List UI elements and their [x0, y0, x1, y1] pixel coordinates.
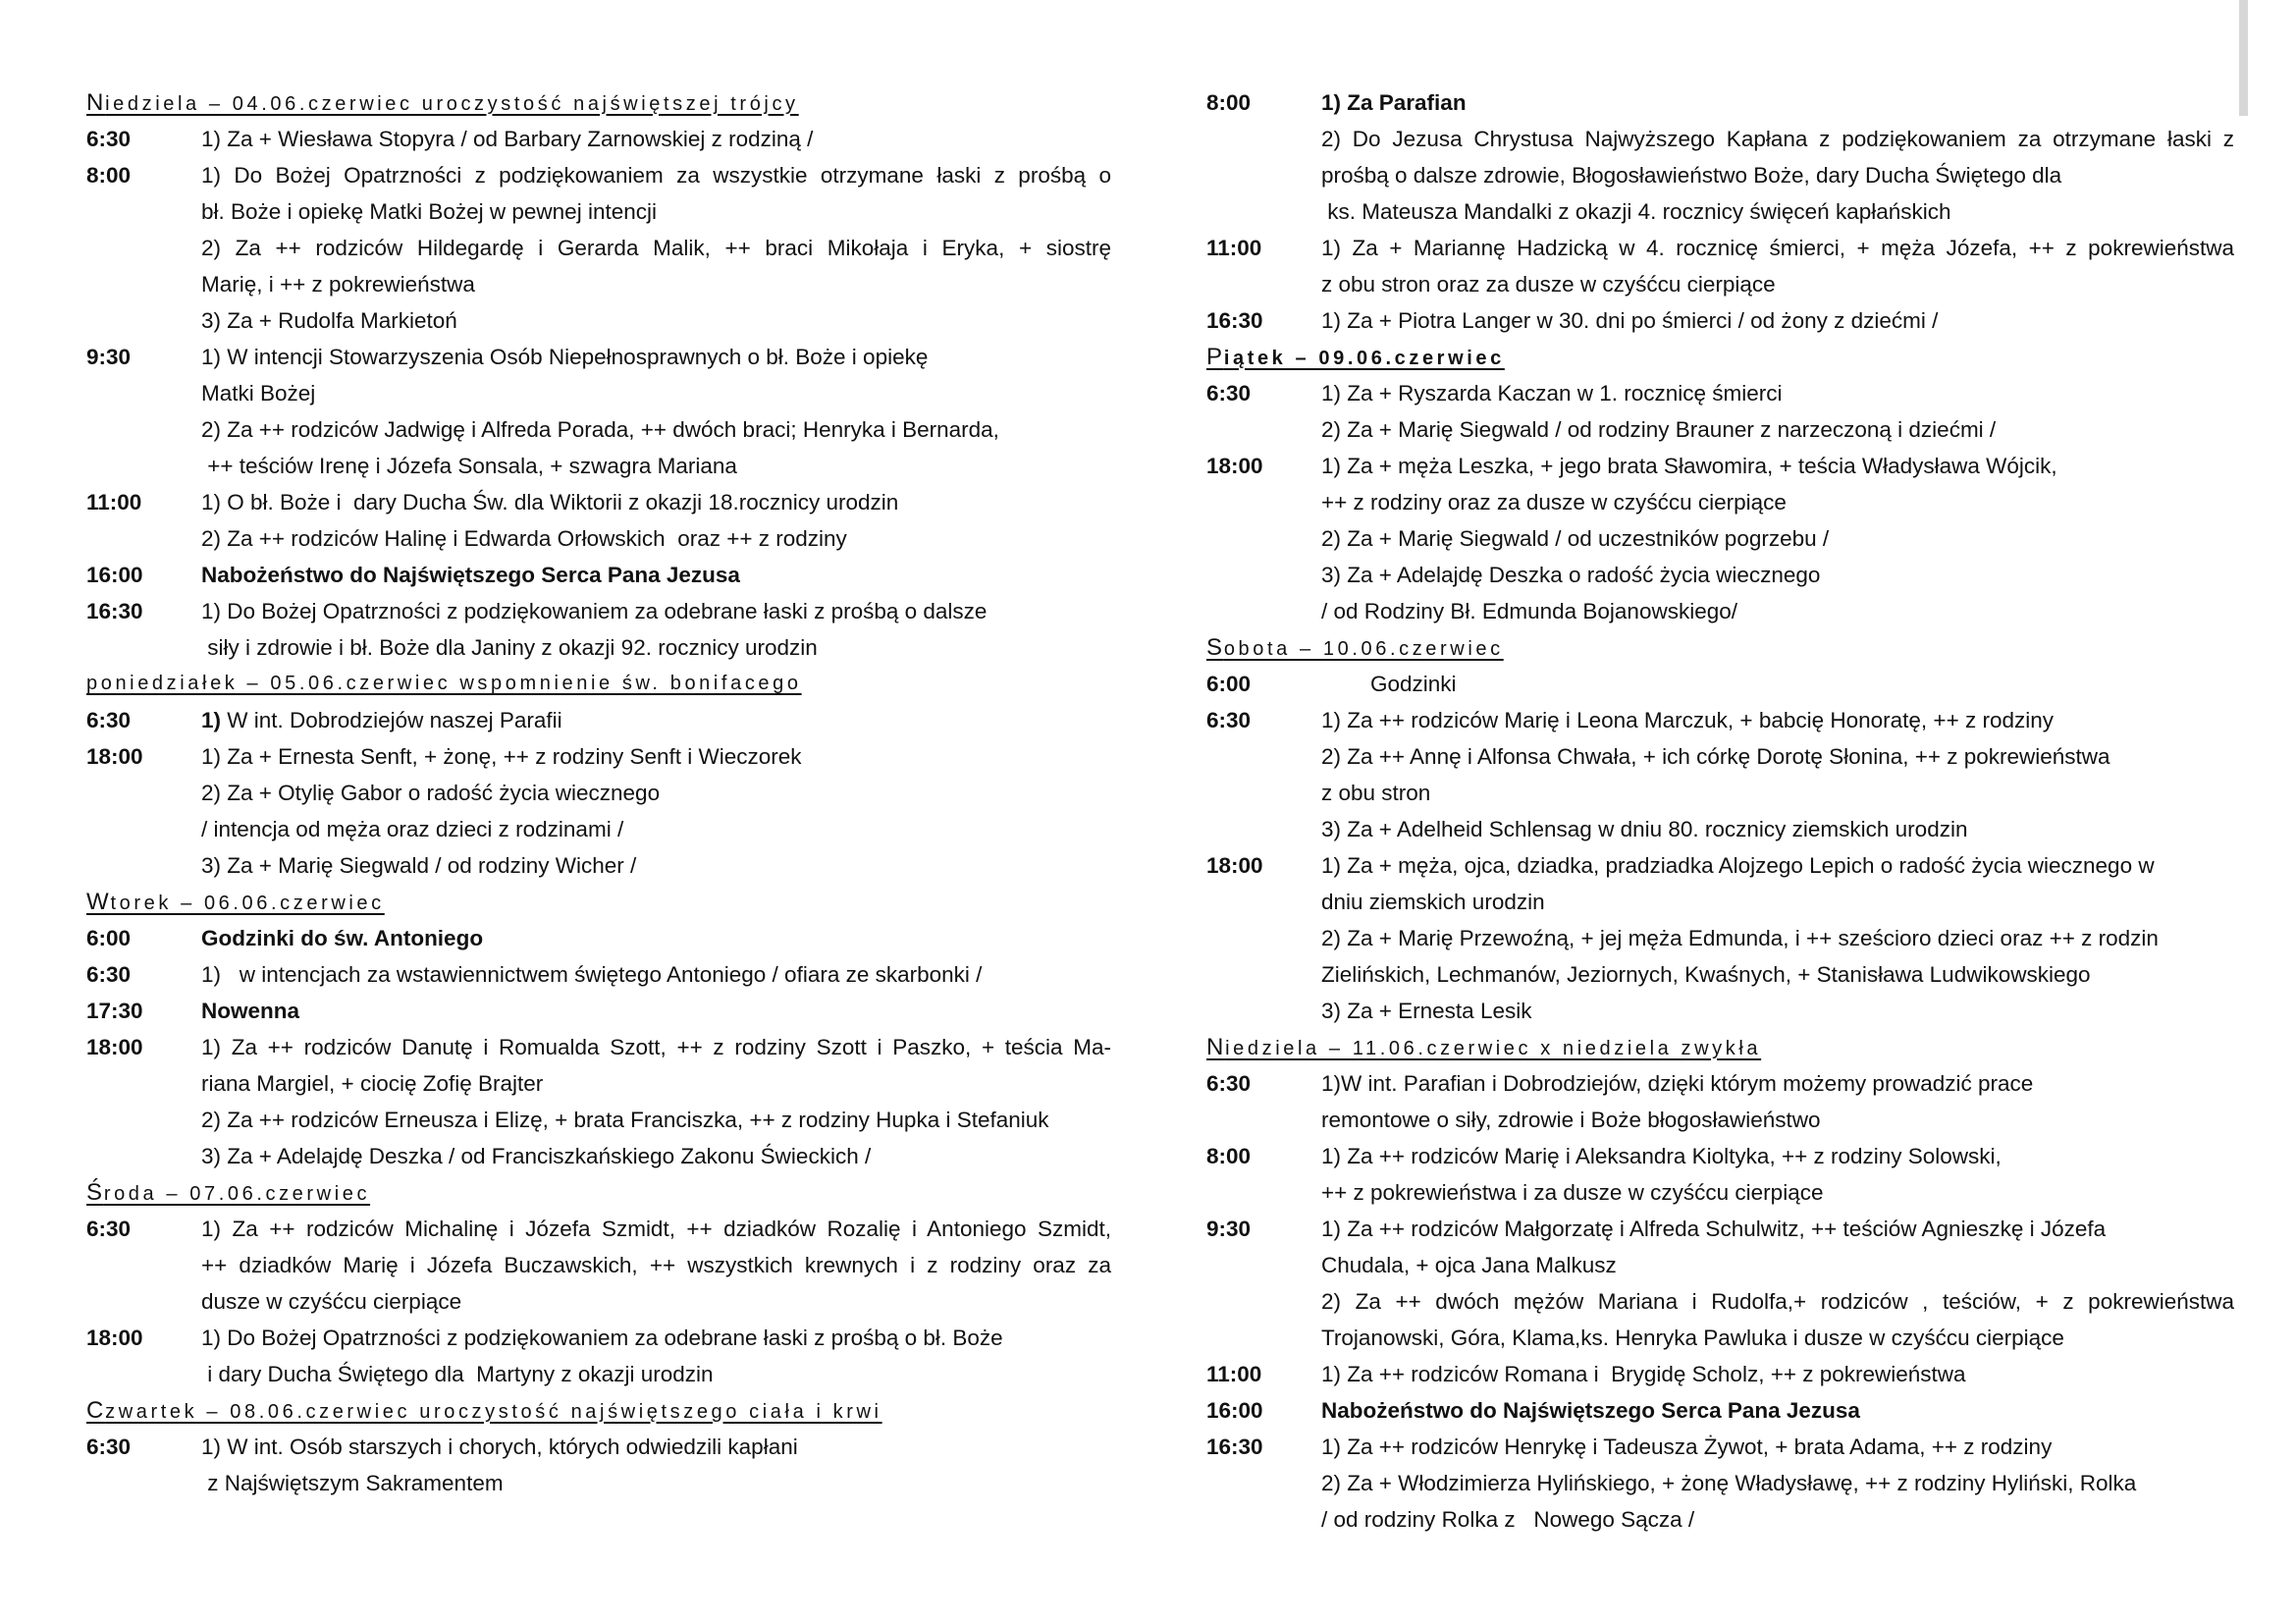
mass-intention-line: [1206, 1283, 2234, 1320]
mass-intention-line: [1206, 1429, 2234, 1465]
mass-intention-line: [1206, 266, 2234, 302]
mass-time: 6:30: [86, 126, 132, 151]
mass-time: 6:30: [86, 961, 132, 987]
mass-intention-line: [1206, 993, 2234, 1029]
mass-intention-line: [1206, 1065, 2234, 1102]
mass-intention-line: [86, 121, 1111, 157]
day-header-rest: zwartek – 08.06.czerwiec uroczystość najświętszego ciała i krwi: [105, 1400, 882, 1423]
intention-body: W int. Dobrodziejów naszej Parafii: [221, 707, 562, 732]
intention-text: ++ teściów Irenę i Józefa Sonsala, + szwagra Mariana: [201, 453, 737, 478]
mass-intention-line: [1206, 884, 2234, 920]
intention-text: 2) Za + Marię Siegwald / od uczestników pogrzebu /: [1321, 525, 1830, 551]
intention-text: 3) Za + Adelajdę Deszka / od Franciszkańskiego Zakonu Świeckich /: [201, 1143, 872, 1168]
intention-text: 2) Za + Włodzimierza Hylińskiego, + żonę Władysławę, ++ z rodziny Hyliński, Rolka: [1321, 1470, 2137, 1495]
intention-text: bł. Boże i opiekę Matki Bożej w pewnej intencji: [201, 198, 657, 224]
intention-text: 1) Do Bożej Opatrzności z podziękowaniem za odebrane łaski z prośbą o bł. Boże: [201, 1325, 1003, 1350]
scrollbar-thumb[interactable]: [2239, 0, 2248, 116]
mass-intention-line: [86, 375, 1111, 411]
mass-intention-line: [86, 993, 1111, 1029]
intention-text: 1) Za + Ernesta Senft, + żonę, ++ z rodziny Senft i Wieczorek: [201, 743, 802, 769]
intention-text: 1) Za ++ rodziców Romana i Brygidę Scholz, ++ z pokrewieństwa: [1321, 1361, 1966, 1386]
day-header: [86, 1174, 1111, 1211]
mass-intention-line: [86, 775, 1111, 811]
mass-time: 6:30: [86, 1434, 132, 1459]
intention-text: z Najświętszym Sakramentem: [201, 1470, 504, 1495]
mass-intention-line: [1206, 520, 2234, 557]
mass-time: 11:00: [1206, 235, 1262, 260]
mass-intention-line: [86, 920, 1111, 956]
mass-time: 6:00: [1206, 671, 1252, 696]
intention-text: 2) Za ++ rodziców Hildegardę i Gerarda Malik, ++ braci Mikołaja i Eryka, + siostrę: [201, 235, 1111, 260]
mass-intention-line: [86, 593, 1111, 629]
intention-number: 1): [201, 707, 222, 732]
mass-time: 16:30: [1206, 307, 1263, 333]
day-header-rest: iedziela – 11.06.czerwiec x niedziela zwykła: [1225, 1037, 1762, 1059]
intention-text: ++ z rodziny oraz za dusze w czyśćcu cierpiące: [1321, 489, 1787, 514]
intention-text: 1) Za + Mariannę Hadzicką w 4. rocznicę śmierci, + męża Józefa, ++ z pokrewieństwa: [1321, 235, 2234, 260]
intention-text: 2) Za ++ rodziców Jadwigę i Alfreda Porada, ++ dwóch braci; Henryka i Bernarda,: [201, 416, 999, 442]
intention-text: z obu stron: [1321, 780, 1431, 805]
day-header-rest: obota – 10.06.czerwiec: [1223, 637, 1504, 660]
intention-text: 2) Do Jezusa Chrystusa Najwyższego Kapłana z podziękowaniem za otrzymane łaski z: [1321, 126, 2234, 151]
intention-text: / od rodziny Rolka z Nowego Sącza /: [1321, 1506, 1695, 1532]
day-header-initial: N: [1206, 1033, 1226, 1060]
mass-intention-line: [86, 1029, 1111, 1065]
mass-intention-line: [1206, 847, 2234, 884]
intention-text: 1) Za Parafian: [1321, 89, 1467, 115]
mass-time: 6:30: [86, 707, 132, 732]
day-header-rest: poniedziałek – 05.06.czerwiec wspomnienie św. bonifacego: [86, 673, 802, 694]
intention-text: 2) Za + Marię Przewoźną, + jej męża Edmunda, i ++ sześcioro dzieci oraz ++ z rodzin: [1321, 925, 2159, 950]
intention-text: 1) Do Bożej Opatrzności z podziękowaniem za odebrane łaski z prośbą o dalsze: [201, 598, 988, 623]
mass-intention-line: [86, 1283, 1111, 1320]
mass-intention-line: [86, 956, 1111, 993]
day-header-initial: W: [86, 888, 111, 915]
mass-intention-line: [1206, 375, 2234, 411]
mass-intention-line: [86, 1102, 1111, 1138]
mass-intention-line: [1206, 302, 2234, 339]
mass-intention-line: [86, 1065, 1111, 1102]
day-header-text: [1206, 634, 1504, 662]
mass-intention-line: [86, 1320, 1111, 1356]
mass-time: 17:30: [86, 998, 143, 1023]
day-header-text: [86, 673, 802, 695]
intention-text: 1) Do Bożej Opatrzności z podziękowaniem za wszystkie otrzymane łaski z prośbą o: [201, 162, 1111, 188]
mass-time: 8:00: [1206, 89, 1252, 115]
intention-text: Godzinki do św. Antoniego: [201, 925, 484, 950]
mass-time: 18:00: [86, 1034, 143, 1059]
day-header-initial: C: [86, 1396, 106, 1424]
mass-intention-line: [1206, 121, 2234, 157]
mass-intention-line: [1206, 1174, 2234, 1211]
mass-intention-line: [1206, 484, 2234, 520]
mass-time: 6:30: [86, 1216, 132, 1241]
mass-time: 18:00: [86, 743, 143, 769]
mass-intention-line: [1206, 1356, 2234, 1392]
mass-intention-line: [86, 1138, 1111, 1174]
mass-intention-line: [86, 411, 1111, 448]
intention-text: 1) Za + Ryszarda Kaczan w 1. rocznicę śmierci: [1321, 380, 1783, 406]
intention-text: 1) Za + Piotra Langer w 30. dni po śmierci / od żony z dziećmi /: [1321, 307, 1939, 333]
mass-intention-line: [1206, 738, 2234, 775]
day-header-text: [1206, 344, 1505, 371]
intention-text: 1) Za ++ rodziców Marię i Aleksandra Kioltyka, ++ z rodziny Solowski,: [1321, 1143, 2002, 1168]
intention-text: dusze w czyśćcu cierpiące: [201, 1288, 462, 1314]
mass-intention-line: [1206, 956, 2234, 993]
mass-intention-line: [86, 1356, 1111, 1392]
mass-time: 6:00: [86, 925, 132, 950]
intention-text: 2) Za + Marię Siegwald / od rodziny Brauner z narzeczoną i dziećmi /: [1321, 416, 1997, 442]
intention-text: Marię, i ++ z pokrewieństwa: [201, 271, 475, 297]
intention-text: 3) Za + Adelheid Schlensag w dniu 80. rocznicy ziemskich urodzin: [1321, 816, 1968, 841]
intention-text: 3) Za + Adelajdę Deszka o radość życia wiecznego: [1321, 562, 1821, 587]
intention-text: 1) Za ++ rodziców Danutę i Romualda Szott, ++ z rodziny Szott i Paszko, + teścia Ma-: [201, 1034, 1111, 1059]
mass-intention-line: [86, 702, 1111, 738]
mass-time: 9:30: [86, 344, 132, 369]
right-column: [1206, 84, 2234, 1538]
mass-intention-line: [86, 520, 1111, 557]
day-header-rest: roda – 07.06.czerwiec: [103, 1182, 371, 1205]
mass-intention-line: [86, 1465, 1111, 1501]
day-header: [86, 1392, 1111, 1429]
intention-text: 1) W int. Osób starszych i chorych, których odwiedzili kapłani: [201, 1434, 798, 1459]
mass-intention-line: [86, 484, 1111, 520]
intention-text: Nabożeństwo do Najświętszego Serca Pana Jezusa: [1321, 1397, 1860, 1423]
mass-intention-line: [1206, 1465, 2234, 1501]
mass-intention-line: [86, 557, 1111, 593]
mass-intention-line: [86, 1247, 1111, 1283]
mass-intention-line: [1206, 1320, 2234, 1356]
mass-time: 6:30: [1206, 707, 1252, 732]
intention-text: remontowe o siły, zdrowie i Boże błogosławieństwo: [1321, 1107, 1821, 1132]
mass-time: 6:30: [1206, 1070, 1252, 1096]
mass-time: 16:30: [86, 598, 143, 623]
day-header: [1206, 1029, 2234, 1065]
mass-time: 16:00: [86, 562, 143, 587]
intention-text: 3) Za + Ernesta Lesik: [1321, 998, 1532, 1023]
intention-text: ++ dziadków Marię i Józefa Buczawskich, ++ wszystkich krewnych i z rodziny oraz za: [201, 1252, 1111, 1277]
intention-text: prośbą o dalsze zdrowie, Błogosławieństwo Boże, dary Ducha Świętego dla: [1321, 162, 2062, 188]
mass-time: 8:00: [1206, 1143, 1252, 1168]
day-header-initial: S: [1206, 633, 1224, 661]
intention-text: Chudala, + ojca Jana Malkusz: [1321, 1252, 1617, 1277]
mass-intention-line: [86, 448, 1111, 484]
day-header: [1206, 629, 2234, 666]
mass-time: 8:00: [86, 162, 132, 188]
day-header: [86, 666, 1111, 702]
intention-text: ++ z pokrewieństwa i za dusze w czyśćcu cierpiące: [1321, 1179, 1824, 1205]
intention-text: / intencja od męża oraz dzieci z rodzinami /: [201, 816, 624, 841]
mass-intention-line: [1206, 702, 2234, 738]
day-header: [1206, 339, 2234, 375]
mass-intention-line: [1206, 1501, 2234, 1538]
intention-text: 3) Za + Rudolfa Markietoń: [201, 307, 457, 333]
mass-time: 6:30: [1206, 380, 1252, 406]
intention-text: 2) Za ++ dwóch mężów Mariana i Rudolfa,+ rodziców , teściów, + z pokrewieństwa: [1321, 1288, 2234, 1314]
mass-intention-line: [86, 847, 1111, 884]
mass-intention-line: [86, 193, 1111, 230]
intention-text: / od Rodziny Bł. Edmunda Bojanowskiego/: [1321, 598, 1737, 623]
mass-intention-line: [1206, 1247, 2234, 1283]
left-column: [86, 84, 1111, 1501]
intention-text: 1)W int. Parafian i Dobrodziejów, dzięki którym możemy prowadzić prace: [1321, 1070, 2034, 1096]
intention-text: 1) w intencjach za wstawiennictwem świętego Antoniego / ofiara ze skarbonki /: [201, 961, 983, 987]
mass-intention-line: [86, 1429, 1111, 1465]
day-header-text: [86, 89, 799, 117]
intention-text: 1) Za ++ rodziców Michalinę i Józefa Szmidt, ++ dziadków Rozalię i Antoniego Szmidt,: [201, 1216, 1111, 1241]
mass-intention-line: [86, 738, 1111, 775]
day-header-text: [86, 1397, 882, 1425]
intention-text: 1) W intencji Stowarzyszenia Osób Niepełnosprawnych o bł. Boże i opiekę: [201, 344, 929, 369]
day-header-text: [86, 889, 385, 916]
mass-intention-line: [1206, 775, 2234, 811]
intention-text: 1) Za + Wiesława Stopyra / od Barbary Zarnowskiej z rodziną /: [201, 126, 814, 151]
mass-intention-line: [1206, 157, 2234, 193]
day-header-rest: torek – 06.06.czerwiec: [110, 892, 385, 914]
mass-intention-line: [86, 1211, 1111, 1247]
intention-text: 1) Za ++ rodziców Marię i Leona Marczuk, + babcię Honoratę, ++ z rodziny: [1321, 707, 2054, 732]
mass-time: 18:00: [86, 1325, 143, 1350]
day-header-rest: iątek – 09.06.czerwiec: [1223, 347, 1505, 369]
intention-text: 1) Za ++ rodziców Henrykę i Tadeusza Żywot, + brata Adama, ++ z rodziny: [1321, 1434, 2053, 1459]
mass-intention-line: [1206, 593, 2234, 629]
intention-text: 1) Za + męża Leszka, + jego brata Sławomira, + teścia Władysława Wójcik,: [1321, 453, 2057, 478]
mass-intention-line: [86, 629, 1111, 666]
intention-text: siły i zdrowie i bł. Boże dla Janiny z okazji 92. rocznicy urodzin: [201, 634, 818, 660]
day-header-rest: iedziela – 04.06.czerwiec uroczystość najświętszej trójcy: [105, 92, 799, 115]
mass-intention-line: [1206, 230, 2234, 266]
day-header: [86, 884, 1111, 920]
mass-time: 11:00: [1206, 1361, 1262, 1386]
day-header-initial: Ś: [86, 1178, 104, 1206]
mass-intention-line: [1206, 448, 2234, 484]
mass-intention-line: [86, 230, 1111, 266]
intention-text: Godzinki: [1321, 671, 1457, 696]
mass-intention-line: [86, 266, 1111, 302]
day-header-initial: N: [86, 88, 106, 116]
day-header: [86, 84, 1111, 121]
intention-text: 1) Za + męża, ojca, dziadka, pradziadka Alojzego Lepich o radość życia wiecznego w: [1321, 852, 2155, 878]
mass-intention-line: [1206, 1392, 2234, 1429]
mass-intention-line: [86, 157, 1111, 193]
day-header-initial: P: [1206, 343, 1224, 370]
intention-text: 2) Za ++ rodziców Erneusza i Elizę, + brata Franciszka, ++ z rodziny Hupka i Stefaniuk: [201, 1107, 1049, 1132]
mass-time: 16:00: [1206, 1397, 1263, 1423]
mass-intention-line: [86, 811, 1111, 847]
mass-intention-line: [1206, 1102, 2234, 1138]
mass-intention-line: [1206, 666, 2234, 702]
intention-text: Nabożeństwo do Najświętszego Serca Pana Jezusa: [201, 562, 740, 587]
mass-intention-line: [1206, 411, 2234, 448]
mass-time: 18:00: [1206, 852, 1263, 878]
intention-text: 2) Za + Otylię Gabor o radość życia wiecznego: [201, 780, 661, 805]
intention-text: 2) Za ++ rodziców Halinę i Edwarda Orłowskich oraz ++ z rodziny: [201, 525, 847, 551]
day-header-text: [1206, 1034, 1761, 1061]
intention-text: 1) Za ++ rodziców Małgorzatę i Alfreda Schulwitz, ++ teściów Agnieszkę i Józefa: [1321, 1216, 2107, 1241]
mass-time: 18:00: [1206, 453, 1263, 478]
mass-intention-line: [1206, 920, 2234, 956]
mass-intention-line: [1206, 84, 2234, 121]
mass-intention-line: [86, 302, 1111, 339]
mass-time: 16:30: [1206, 1434, 1263, 1459]
mass-intention-line: [1206, 1138, 2234, 1174]
intention-text: i dary Ducha Świętego dla Martyny z okazji urodzin: [201, 1361, 714, 1386]
day-header-text: [86, 1179, 370, 1207]
mass-time: 11:00: [86, 489, 142, 514]
mass-intention-line: [1206, 811, 2234, 847]
mass-intention-line: [1206, 193, 2234, 230]
mass-time: 9:30: [1206, 1216, 1252, 1241]
intention-text: Trojanowski, Góra, Klama,ks. Henryka Pawluka i dusze w czyśćcu cierpiące: [1321, 1325, 2064, 1350]
intention-text: riana Margiel, + ciocię Zofię Brajter: [201, 1070, 544, 1096]
intention-text: ks. Mateusza Mandalki z okazji 4. rocznicy święceń kapłańskich: [1321, 198, 1951, 224]
intention-text: dniu ziemskich urodzin: [1321, 889, 1545, 914]
intention-text: Nowenna: [201, 998, 300, 1023]
intention-text: z obu stron oraz za dusze w czyśćcu cierpiące: [1321, 271, 1776, 297]
intention-text: Zielińskich, Lechmanów, Jeziornych, Kwaśnych, + Stanisława Ludwikowskiego: [1321, 961, 2091, 987]
intention-text: Matki Bożej: [201, 380, 316, 406]
mass-intention-line: [86, 339, 1111, 375]
intention-text: 2) Za ++ Annę i Alfonsa Chwała, + ich córkę Dorotę Słonina, ++ z pokrewieństwa: [1321, 743, 2110, 769]
intention-text: [201, 708, 562, 733]
intention-text: 3) Za + Marię Siegwald / od rodziny Wicher /: [201, 852, 637, 878]
mass-intention-line: [1206, 557, 2234, 593]
intention-text: 1) O bł. Boże i dary Ducha Św. dla Wiktorii z okazji 18.rocznicy urodzin: [201, 489, 899, 514]
mass-intention-line: [1206, 1211, 2234, 1247]
